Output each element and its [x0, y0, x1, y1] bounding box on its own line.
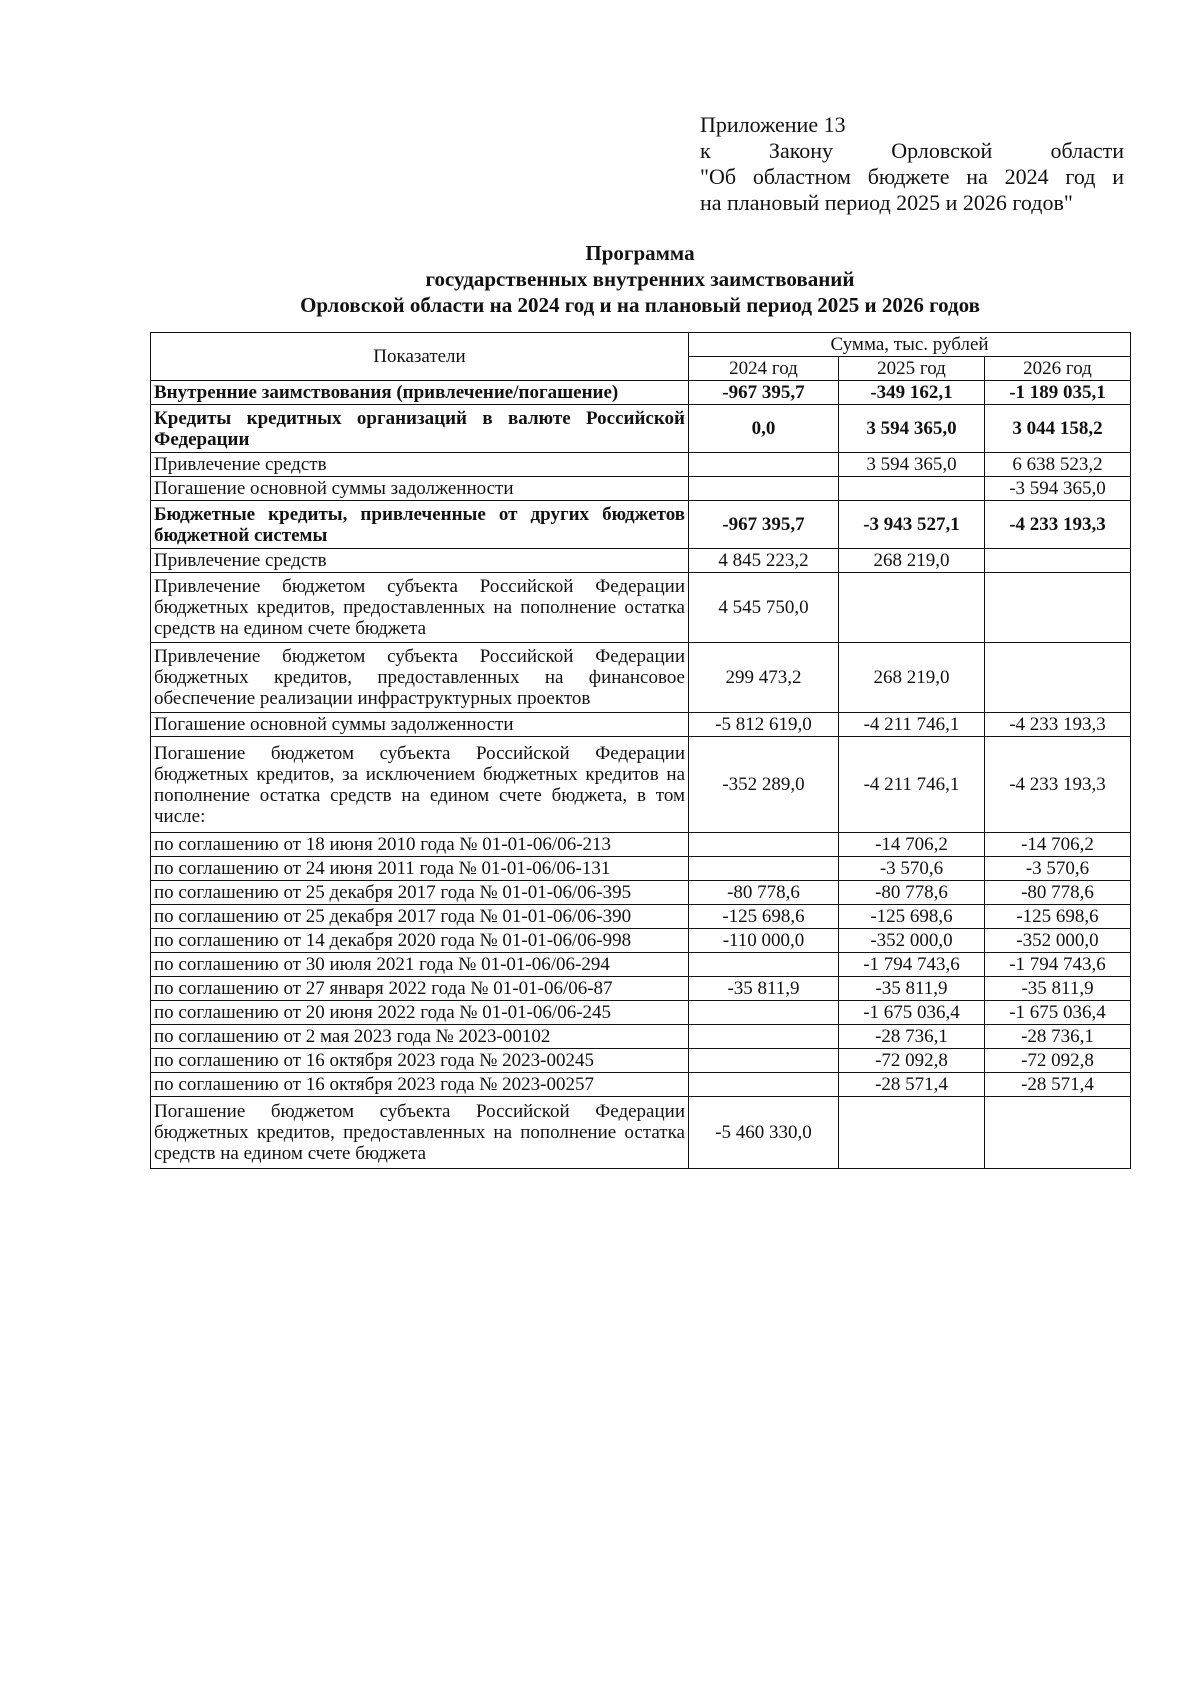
value-2026 [985, 643, 1131, 713]
table-row [151, 549, 1131, 573]
value-2024: -967 395,7 [689, 381, 839, 405]
value-2024: 0,0 [689, 405, 839, 453]
value-2024: 299 473,2 [689, 643, 839, 713]
appendix-block [700, 112, 1124, 216]
title-line-2: государственных внутренних заимствований [425, 267, 855, 291]
value-2025: -3 570,6 [839, 857, 985, 881]
header-year-2025: 2025 год [839, 357, 985, 381]
value-2026: -125 698,6 [985, 905, 1131, 929]
value-2024: -352 289,0 [689, 737, 839, 833]
value-2025: -28 571,4 [839, 1073, 985, 1097]
value-2026: -1 794 743,6 [985, 953, 1131, 977]
value-2025: 268 219,0 [839, 643, 985, 713]
row-indicator: по соглашению от 24 июня 2011 года № 01-01-06/06-131 [151, 857, 689, 881]
value-2024: -80 778,6 [689, 881, 839, 905]
value-2026 [985, 573, 1131, 643]
value-2025: -352 000,0 [839, 929, 985, 953]
table-row [151, 1025, 1131, 1049]
value-2026: 3 044 158,2 [985, 405, 1131, 453]
row-indicator: по соглашению от 2 мая 2023 года № 2023-00102 [151, 1025, 689, 1049]
value-2025: -349 162,1 [839, 381, 985, 405]
value-2025: -1 794 743,6 [839, 953, 985, 977]
value-2026: -35 811,9 [985, 977, 1131, 1001]
value-2024: -35 811,9 [689, 977, 839, 1001]
value-2024 [689, 1025, 839, 1049]
row-indicator: по соглашению от 27 января 2022 года № 01-01-06/06-87 [151, 977, 689, 1001]
row-indicator: Погашение бюджетом субъекта Российской Федерации бюджетных кредитов, предоставленных на пополнение остатка средств на едином счете бюджета [151, 1097, 689, 1169]
appendix-law-ref: к Закону Орловской области [700, 138, 1124, 163]
value-2025 [839, 477, 985, 501]
value-2025: 3 594 365,0 [839, 453, 985, 477]
document-title [150, 240, 1130, 318]
table-row [151, 737, 1131, 833]
value-2025: -125 698,6 [839, 905, 985, 929]
value-2026: -72 092,8 [985, 1049, 1131, 1073]
row-indicator: по соглашению от 25 декабря 2017 года № 01-01-06/06-395 [151, 881, 689, 905]
value-2024 [689, 1001, 839, 1025]
row-indicator: Привлечение бюджетом субъекта Российской Федерации бюджетных кредитов, предоставленных на пополнение остатка средств на едином счете бюджета [151, 573, 689, 643]
header-indicators: Показатели [151, 333, 689, 381]
table-row [151, 381, 1131, 405]
table-row [151, 1097, 1131, 1169]
title-line-1: Программа [585, 241, 695, 265]
header-year-2026: 2026 год [985, 357, 1131, 381]
value-2026: -1 675 036,4 [985, 1001, 1131, 1025]
table-row [151, 977, 1131, 1001]
table-row [151, 905, 1131, 929]
row-indicator: по соглашению от 18 июня 2010 года № 01-01-06/06-213 [151, 833, 689, 857]
value-2025: -72 092,8 [839, 1049, 985, 1073]
table-row [151, 405, 1131, 453]
row-indicator: Погашение основной суммы задолженности [151, 477, 689, 501]
value-2025: 3 594 365,0 [839, 405, 985, 453]
table-row [151, 1049, 1131, 1073]
row-indicator: Кредиты кредитных организаций в валюте Российской Федерации [151, 405, 689, 453]
value-2024: -967 395,7 [689, 501, 839, 549]
value-2024 [689, 1073, 839, 1097]
table-row [151, 501, 1131, 549]
value-2025: -14 706,2 [839, 833, 985, 857]
row-indicator: Привлечение средств [151, 453, 689, 477]
value-2026: -3 594 365,0 [985, 477, 1131, 501]
row-indicator: Погашение основной суммы задолженности [151, 713, 689, 737]
value-2024 [689, 477, 839, 501]
row-indicator: Привлечение бюджетом субъекта Российской Федерации бюджетных кредитов, предоставленных на финансовое обеспечение реализации инфраструктурных проектов [151, 643, 689, 713]
row-indicator: по соглашению от 30 июля 2021 года № 01-01-06/06-294 [151, 953, 689, 977]
value-2025: 268 219,0 [839, 549, 985, 573]
appendix-law-title-2: на плановый период 2025 и 2026 годов" [700, 190, 1073, 215]
table-row [151, 929, 1131, 953]
value-2024: -125 698,6 [689, 905, 839, 929]
value-2024: -110 000,0 [689, 929, 839, 953]
table-row [151, 881, 1131, 905]
row-indicator: Погашение бюджетом субъекта Российской Федерации бюджетных кредитов, за исключением бюджетных кредитов на пополнение остатка средств на едином счете бюджета, в том числе: [151, 737, 689, 833]
value-2025: -4 211 746,1 [839, 713, 985, 737]
row-indicator: Внутренние заимствования (привлечение/погашение) [151, 381, 689, 405]
value-2024 [689, 1049, 839, 1073]
value-2024 [689, 857, 839, 881]
appendix-law-title-1: "Об областном бюджете на 2024 год и [700, 164, 1124, 189]
title-line-3: Орловской области на 2024 год и на плановый период 2025 и 2026 годов [300, 293, 980, 317]
row-indicator: по соглашению от 25 декабря 2017 года № 01-01-06/06-390 [151, 905, 689, 929]
value-2024: -5 460 330,0 [689, 1097, 839, 1169]
value-2026: -1 189 035,1 [985, 381, 1131, 405]
value-2025 [839, 573, 985, 643]
header-sum: Сумма, тыс. рублей [689, 333, 1131, 357]
table-row [151, 833, 1131, 857]
row-indicator: по соглашению от 20 июня 2022 года № 01-01-06/06-245 [151, 1001, 689, 1025]
value-2024 [689, 833, 839, 857]
value-2026: -28 571,4 [985, 1073, 1131, 1097]
header-year-2024: 2024 год [689, 357, 839, 381]
value-2025: -4 211 746,1 [839, 737, 985, 833]
value-2024 [689, 953, 839, 977]
row-indicator: Привлечение средств [151, 549, 689, 573]
row-indicator: по соглашению от 14 декабря 2020 года № 01-01-06/06-998 [151, 929, 689, 953]
value-2025: -35 811,9 [839, 977, 985, 1001]
borrowing-program-table [150, 332, 1131, 1169]
value-2025: -3 943 527,1 [839, 501, 985, 549]
value-2026: -4 233 193,3 [985, 713, 1131, 737]
value-2026: -4 233 193,3 [985, 501, 1131, 549]
value-2026: -352 000,0 [985, 929, 1131, 953]
value-2024: 4 845 223,2 [689, 549, 839, 573]
row-indicator: по соглашению от 16 октября 2023 года № 2023-00245 [151, 1049, 689, 1073]
value-2024 [689, 453, 839, 477]
value-2026 [985, 1097, 1131, 1169]
table-body [151, 381, 1131, 1169]
value-2025: -80 778,6 [839, 881, 985, 905]
table-row [151, 857, 1131, 881]
value-2026: -4 233 193,3 [985, 737, 1131, 833]
table-row [151, 643, 1131, 713]
value-2026: -3 570,6 [985, 857, 1131, 881]
value-2024: -5 812 619,0 [689, 713, 839, 737]
value-2026: 6 638 523,2 [985, 453, 1131, 477]
row-indicator: Бюджетные кредиты, привлеченные от других бюджетов бюджетной системы [151, 501, 689, 549]
value-2026 [985, 549, 1131, 573]
table-row [151, 573, 1131, 643]
table-row [151, 713, 1131, 737]
table-row [151, 477, 1131, 501]
value-2026: -80 778,6 [985, 881, 1131, 905]
value-2026: -28 736,1 [985, 1025, 1131, 1049]
value-2025: -1 675 036,4 [839, 1001, 985, 1025]
value-2024: 4 545 750,0 [689, 573, 839, 643]
table-row [151, 953, 1131, 977]
table-row [151, 453, 1131, 477]
table-row [151, 1001, 1131, 1025]
value-2025 [839, 1097, 985, 1169]
row-indicator: по соглашению от 16 октября 2023 года № 2023-00257 [151, 1073, 689, 1097]
value-2025: -28 736,1 [839, 1025, 985, 1049]
table-row [151, 1073, 1131, 1097]
value-2026: -14 706,2 [985, 833, 1131, 857]
appendix-number: Приложение 13 [700, 112, 846, 137]
